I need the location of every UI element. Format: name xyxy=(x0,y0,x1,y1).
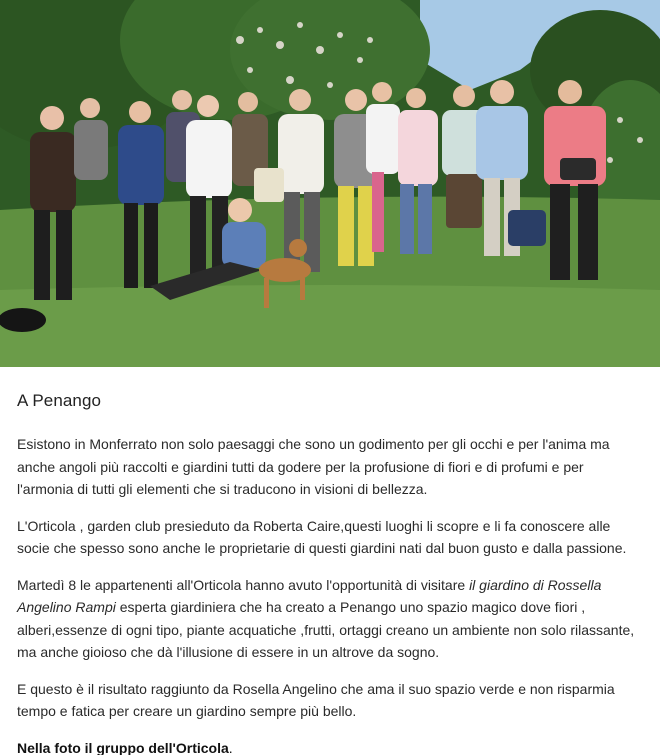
paragraph-4: E questo è il risultato raggiunto da Rosella Angelino che ama il suo spazio verde e non risparmia tempo e fatica per creare un giardino sempre più bello. xyxy=(17,680,615,719)
paragraph-3-end: esperta giardiniera che ha creato a Penango uno spazio magico dove fiori , alberi,essenze di ogni tipo, piante acquatiche ,frutti, ortaggi creano un ambiente non solo rilassante, ma anche gioioso che dà l'illusione di essere in un altrove da sogno. xyxy=(17,599,635,660)
garden-group-illustration xyxy=(0,0,660,367)
article-title: A Penango xyxy=(17,391,102,410)
paragraph-3 xyxy=(17,574,642,664)
paragraph-2: L'Orticola , garden club presieduto da Roberta Caire,questi luoghi li scopre e li fa conoscere alle socie che spesso sono anche le proprietarie di questi giardini nati dal buon gusto e dalla passione. xyxy=(17,517,627,556)
article-body xyxy=(0,367,660,755)
photo-caption xyxy=(17,737,642,755)
paragraph-1: Esistono in Monferrato non solo paesaggi che sono un godimento per gli occhi e per l'anima ma anche angoli più raccolti e giardini tutti da godere per la profusione di fiori e di profumi e per l'armonia di tutti gli elementi che si traducono in visioni di bellezza. xyxy=(17,436,610,497)
photo-caption-end: . xyxy=(228,739,233,755)
paragraph-3-start: Martedì 8 le appartenenti all'Orticola hanno avuto l'opportunità di visitare xyxy=(17,576,470,593)
photo-caption-bold: Nella foto il gruppo dell'Orticola xyxy=(17,739,229,755)
group-photo xyxy=(0,0,660,367)
paragraph-3-garden-name: il giardino di Rossella Angelino Rampi xyxy=(17,576,602,615)
